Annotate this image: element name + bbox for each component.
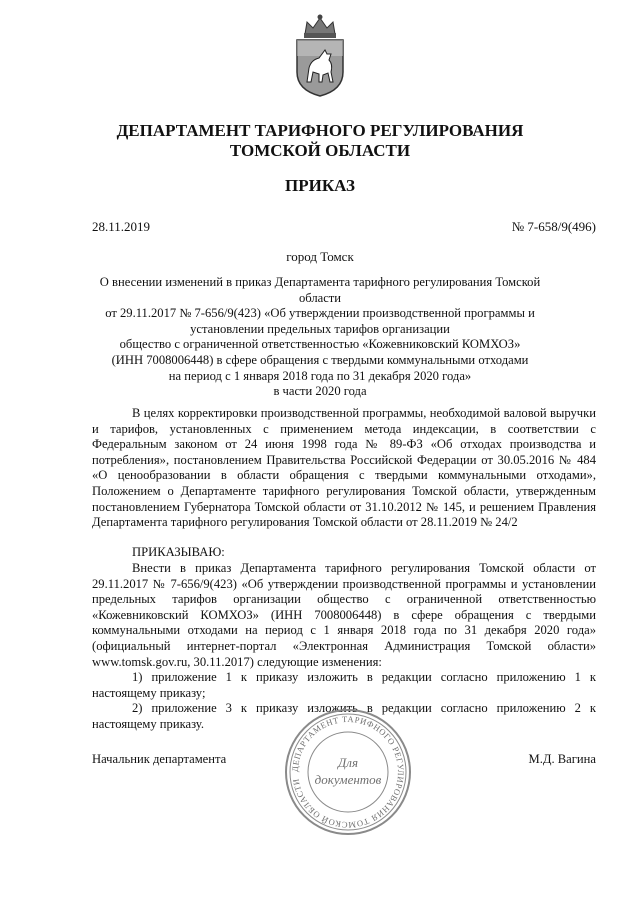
signatory-name: М.Д. Вагина <box>528 752 596 766</box>
document-city: город Томск <box>286 249 354 264</box>
department-name-line1: ДЕПАРТАМЕНТ ТАРИФНОГО РЕГУЛИРОВАНИЯ <box>116 121 524 140</box>
official-stamp <box>283 707 413 837</box>
order-word: ПРИКАЗЫВАЮ: <box>132 545 225 559</box>
subject-line: О внесении изменений в приказ Департамента тарифного регулирования Томской области <box>99 275 541 305</box>
document-subject <box>80 275 560 400</box>
order-item-2: 2) приложение 3 к приказу изложить в редакции согласно приложению 2 к настоящему приказу. <box>92 701 596 731</box>
document-type: ПРИКАЗ <box>285 176 355 195</box>
document-number: № 7-658/9(496) <box>511 219 596 234</box>
stamp-center-line1: Для <box>338 755 358 770</box>
subject-line: установлении предельных тарифов организации <box>190 321 450 336</box>
order-main-paragraph: Внести в приказ Департамента тарифного регулирования Томской области от 29.11.2017 № 7-656/9(423) «Об утверждении производственной программы и установлении предельных тарифов организации общество с ограниченной ответственностью «Кожевниковский КОМХОЗ» (ИНН 7008006448) в сфере обращения с твердыми коммунальными отходами на период с 1 января 2018 года по 31 декабря 2020 года» (официальный интернет-портал «Электронная Администрация Томской области» www.tomsk.gov.ru, 30.11.2017) следующие изменения: <box>92 561 596 669</box>
department-name-line2: ТОМСКОЙ ОБЛАСТИ <box>229 141 411 160</box>
stamp-center-line2: документов <box>314 772 382 787</box>
stamp-ring-text: ДЕПАРТАМЕНТ ТАРИФНОГО РЕГУЛИРОВАНИЯ ТОМСКОЙ ОБЛАСТИ <box>289 713 407 831</box>
subject-line: общество с ограниченной ответственностью «Кожевниковский КОМХОЗ» <box>119 337 521 352</box>
document-date: 28.11.2019 <box>92 219 151 234</box>
subject-line: (ИНН 7008006448) в сфере обращения с твердыми коммунальными отходами <box>111 352 529 367</box>
preamble-paragraph: В целях корректировки производственной программы, необходимой валовой выручки и тарифов, установленных с применением метода индексации, в соответствии с Федеральным законом от 24 июня 1998 года № 89-ФЗ «Об отходах производства и потребления», постановлением Правительства Российской Федерации от 30.05.2016 № 484 «О ценообразовании в области обращения с твердыми коммунальными отходами», Положением о Департаменте тарифного регулирования Томской области, утвержденным постановлением Губернатора Томской области от 31.10.2012 № 145, и решением Правления Департамента тарифного регулирования Томской области от 28.11.2019 № 24/2 <box>92 406 596 530</box>
order-item-1: 1) приложение 1 к приказу изложить в редакции согласно приложению 1 к настоящему приказу; <box>92 670 596 700</box>
subject-line: на период с 1 января 2018 года по 31 декабря 2020 года» <box>168 368 472 383</box>
signatory-role: Начальник департамента <box>92 752 227 766</box>
tomsk-oblast-emblem <box>291 12 349 98</box>
subject-line: в части 2020 года <box>273 384 367 399</box>
subject-line: от 29.11.2017 № 7-656/9(423) «Об утверждении производственной программы и <box>105 306 535 321</box>
